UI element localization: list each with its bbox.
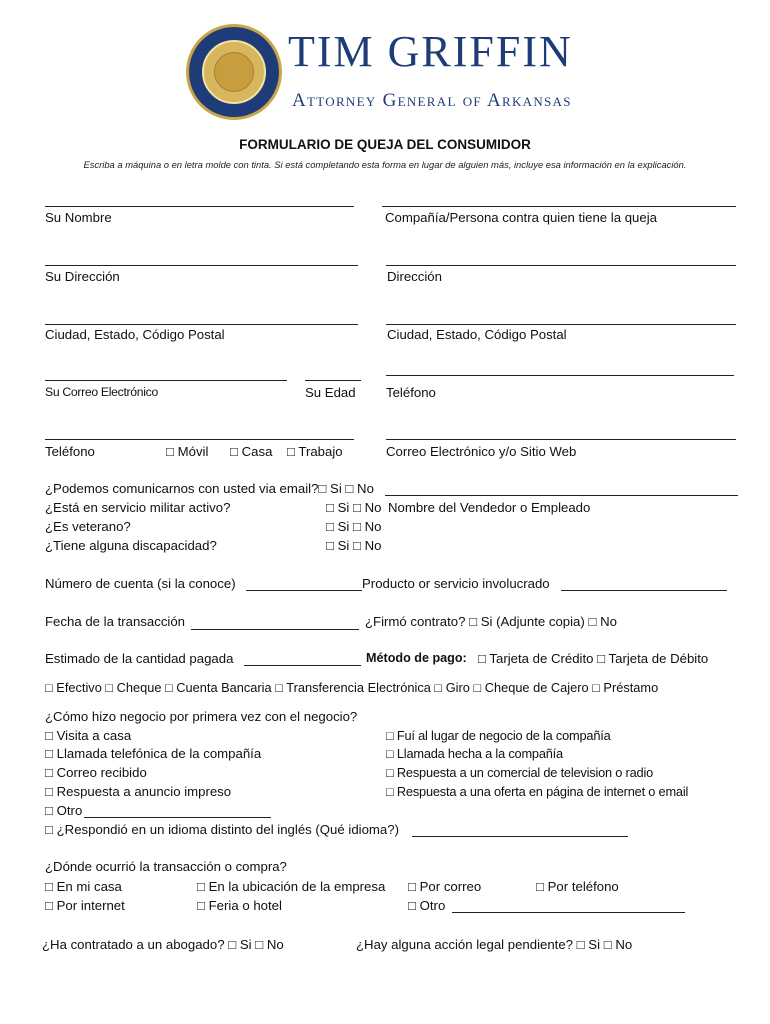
- mobile-checkbox[interactable]: □ Móvil: [166, 444, 209, 459]
- attorney-general-office: Attorney General of Arkansas: [292, 90, 572, 111]
- pending-legal-action-question[interactable]: ¿Hay alguna acción legal pendiente? □ Si □ No: [356, 937, 633, 952]
- first-contact-option-print-ad[interactable]: □ Respuesta a anuncio impreso: [45, 784, 232, 799]
- company-label: Compañía/Persona contra quien tiene la queja: [385, 210, 657, 225]
- seal-emblem: [214, 52, 254, 92]
- seal-center: [202, 40, 266, 104]
- first-contact-option-mail[interactable]: □ Correo recibido: [45, 765, 147, 780]
- phone-input-line[interactable]: [45, 439, 354, 440]
- age-input-line[interactable]: [305, 380, 361, 381]
- product-line[interactable]: [561, 590, 727, 591]
- location-option-phone[interactable]: □ Por teléfono: [536, 879, 619, 894]
- location-other-line[interactable]: [452, 912, 685, 913]
- location-option-home[interactable]: □ En mi casa: [45, 879, 122, 894]
- account-number-line[interactable]: [246, 590, 362, 591]
- address-input-line[interactable]: [45, 265, 358, 266]
- address-label: Su Dirección: [45, 269, 120, 284]
- transaction-date-line[interactable]: [191, 629, 359, 630]
- first-contact-option-called-company[interactable]: □ Llamada hecha a la compañía: [386, 746, 563, 761]
- work-checkbox[interactable]: □ Trabajo: [287, 444, 343, 459]
- disability-question: ¿Tiene alguna discapacidad?: [45, 538, 217, 553]
- email-input-line[interactable]: [45, 380, 287, 381]
- age-label: Su Edad: [305, 385, 356, 400]
- email-contact-line[interactable]: [385, 495, 738, 496]
- company-address-input-line[interactable]: [386, 265, 736, 266]
- company-web-label: Correo Electrónico y/o Sitio Web: [386, 444, 577, 459]
- language-question[interactable]: □ ¿Respondió en un idioma distinto del inglés (Qué idioma?): [45, 822, 399, 837]
- veteran-options[interactable]: □ Si □ No: [326, 519, 382, 534]
- veteran-question: ¿Es veterano?: [45, 519, 131, 534]
- disability-options[interactable]: □ Si □ No: [326, 538, 382, 553]
- transaction-location-question: ¿Dónde ocurrió la transacción o compra?: [45, 859, 287, 874]
- location-option-internet[interactable]: □ Por internet: [45, 898, 125, 913]
- company-phone-label: Teléfono: [386, 385, 436, 400]
- transaction-date-label: Fecha de la transacción: [45, 614, 186, 629]
- email-label: Su Correo Electrónico: [45, 385, 158, 399]
- name-label: Su Nombre: [45, 210, 112, 225]
- payment-method-label: Método de pago:: [366, 651, 467, 665]
- location-option-mail[interactable]: □ Por correo: [408, 879, 482, 894]
- company-input-line[interactable]: [382, 206, 736, 207]
- company-phone-input-line[interactable]: [386, 375, 734, 376]
- amount-paid-label: Estimado de la cantidad pagada: [45, 651, 234, 666]
- company-web-input-line[interactable]: [386, 439, 736, 440]
- seller-name-label: Nombre del Vendedor o Empleado: [388, 500, 591, 515]
- attorney-general-name: TIM GRIFFIN: [288, 27, 573, 76]
- city-input-line[interactable]: [45, 324, 358, 325]
- location-option-fair-hotel[interactable]: □ Feria o hotel: [197, 898, 282, 913]
- form-instructions: Escriba a máquina o en letra molde con tinta. Si está completando esta forma en lugar de alguien más, incluye esa información en la explicación.: [83, 159, 687, 170]
- signed-contract-question[interactable]: ¿Firmó contrato? □ Si (Adjunte copia) □ No: [365, 614, 617, 629]
- name-input-line[interactable]: [45, 206, 354, 207]
- first-contact-question: ¿Cómo hizo negocio por primera vez con el negocio?: [45, 709, 358, 724]
- product-label: Producto or servicio involucrado: [362, 576, 550, 591]
- amount-paid-line[interactable]: [244, 665, 361, 666]
- phone-label: Teléfono: [45, 444, 95, 459]
- company-city-input-line[interactable]: [386, 324, 736, 325]
- company-city-label: Ciudad, Estado, Código Postal: [387, 327, 567, 342]
- payment-method-card-options[interactable]: □ Tarjeta de Crédito □ Tarjeta de Débito: [478, 651, 709, 666]
- first-contact-other-line[interactable]: [84, 817, 271, 818]
- first-contact-option-visited-business[interactable]: □ Fuí al lugar de negocio de la compañía: [386, 728, 611, 743]
- payment-method-other-options[interactable]: □ Efectivo □ Cheque □ Cuenta Bancaria □ Transferencia Electrónica □ Giro □ Cheque de Cajero □ Préstamo: [45, 680, 659, 695]
- first-contact-option-home-visit[interactable]: □ Visita a casa: [45, 728, 132, 743]
- company-address-label: Dirección: [387, 269, 442, 284]
- location-option-business[interactable]: □ En la ubicación de la empresa: [197, 879, 386, 894]
- attorney-general-seal: [186, 24, 282, 120]
- lawyer-question[interactable]: ¿Ha contratado a un abogado? □ Si □ No: [42, 937, 284, 952]
- home-checkbox[interactable]: □ Casa: [230, 444, 273, 459]
- military-options[interactable]: □ Si □ No: [326, 500, 382, 515]
- first-contact-option-tv-radio[interactable]: □ Respuesta a un comercial de television o radio: [386, 765, 654, 780]
- first-contact-option-phone-call[interactable]: □ Llamada telefónica de la compañía: [45, 746, 262, 761]
- email-contact-question[interactable]: ¿Podemos comunicarnos con usted via email?□ Si □ No: [45, 481, 374, 496]
- account-number-label: Número de cuenta (si la conoce): [45, 576, 236, 591]
- city-label: Ciudad, Estado, Código Postal: [45, 327, 225, 342]
- military-question: ¿Está en servicio militar activo?: [45, 500, 231, 515]
- first-contact-option-other[interactable]: □ Otro: [45, 803, 83, 818]
- location-option-other[interactable]: □ Otro: [408, 898, 446, 913]
- first-contact-option-internet-offer[interactable]: □ Respuesta a una oferta en página de internet o email: [386, 784, 689, 799]
- language-line[interactable]: [412, 836, 628, 837]
- form-title: FORMULARIO DE QUEJA DEL CONSUMIDOR: [239, 137, 531, 152]
